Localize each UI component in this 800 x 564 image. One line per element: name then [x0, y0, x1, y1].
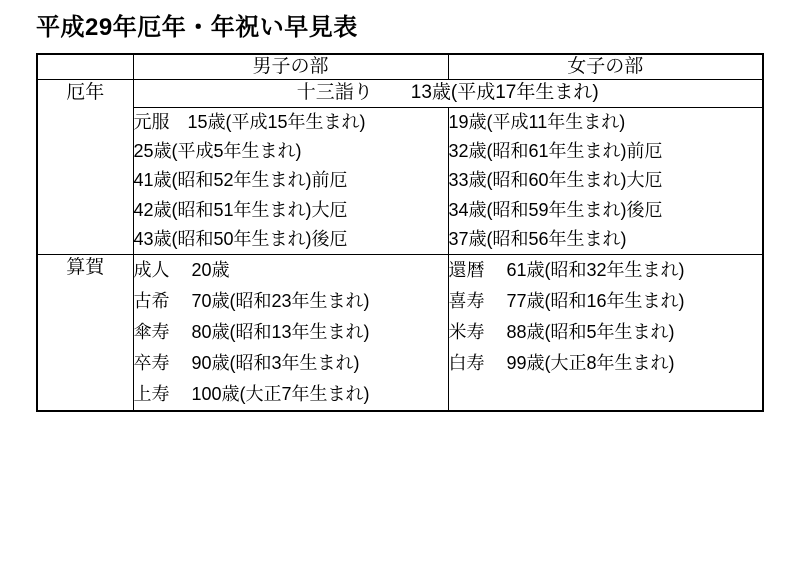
- list-item: [449, 286, 763, 317]
- list-item: 34歳(昭和59年生まれ)後厄: [448, 199, 663, 220]
- table-row: [37, 254, 763, 410]
- list-item-value: 99歳(大正8年生まれ): [506, 352, 675, 373]
- list-item-name: 還暦: [448, 259, 485, 280]
- table-row: [37, 108, 763, 255]
- list-item-value: 70歳(昭和23年生まれ): [191, 290, 370, 311]
- page-title: 平成29年厄年・年祝い早見表: [36, 14, 358, 41]
- list-item-name: 白寿: [448, 352, 485, 373]
- list-item: [134, 286, 448, 317]
- list-item-value: 77歳(昭和16年生まれ): [506, 290, 685, 311]
- list-item: 元服 15歳(平成15年生まれ): [133, 112, 366, 133]
- sanga-men-list: [133, 254, 448, 410]
- list-item: [134, 255, 448, 286]
- list-item: 32歳(昭和61年生まれ)前厄: [448, 141, 663, 162]
- row-label-sanga: 算賀: [37, 254, 133, 410]
- list-item: [449, 255, 763, 286]
- yakudoshi-women-list: [448, 108, 763, 255]
- list-item: [134, 317, 448, 348]
- list-item-name: 米寿: [448, 321, 485, 342]
- list-item: 37歳(昭和56年生まれ): [448, 228, 627, 249]
- list-item-name: 卒寿: [133, 352, 170, 373]
- header-women: 女子の部: [448, 54, 763, 80]
- row-label-yakudoshi: 厄年: [37, 80, 133, 254]
- list-item: 43歳(昭和50年生まれ)後厄: [133, 228, 348, 249]
- list-item: [449, 317, 763, 348]
- list-item: 33歳(昭和60年生まれ)大厄: [448, 170, 663, 191]
- list-item-name: 喜寿: [448, 290, 485, 311]
- list-item-value: 61歳(昭和32年生まれ): [506, 259, 685, 280]
- list-item-value: 20歳: [191, 259, 230, 280]
- list-item-value: 88歳(昭和5年生まれ): [506, 321, 675, 342]
- list-item-name: 成人: [133, 259, 170, 280]
- table-row: [37, 80, 763, 108]
- sanga-women-list: [448, 254, 763, 410]
- header-corner-cell: [37, 54, 133, 80]
- list-item: 42歳(昭和51年生まれ)大厄: [133, 199, 348, 220]
- header-men: 男子の部: [133, 54, 448, 80]
- list-item: 19歳(平成11年生まれ): [448, 112, 626, 133]
- list-item: [134, 379, 448, 410]
- yakudoshi-shared-note: 十三詣り 13歳(平成17年生まれ): [133, 80, 763, 108]
- table-header-row: [37, 54, 763, 80]
- list-item: [134, 348, 448, 379]
- list-item: 25歳(平成5年生まれ): [133, 141, 302, 162]
- yakudoshi-men-list: [133, 108, 448, 255]
- list-item-value: 80歳(昭和13年生まれ): [191, 321, 370, 342]
- list-item-value: 90歳(昭和3年生まれ): [191, 352, 360, 373]
- list-item-value: 100歳(大正7年生まれ): [191, 383, 370, 404]
- list-item-name: 傘寿: [133, 321, 170, 342]
- yakudoshi-table: [36, 53, 764, 412]
- list-item-name: 上寿: [133, 383, 170, 404]
- list-item: 41歳(昭和52年生まれ)前厄: [133, 170, 348, 191]
- list-item-name: 古希: [133, 290, 170, 311]
- list-item: [449, 348, 763, 379]
